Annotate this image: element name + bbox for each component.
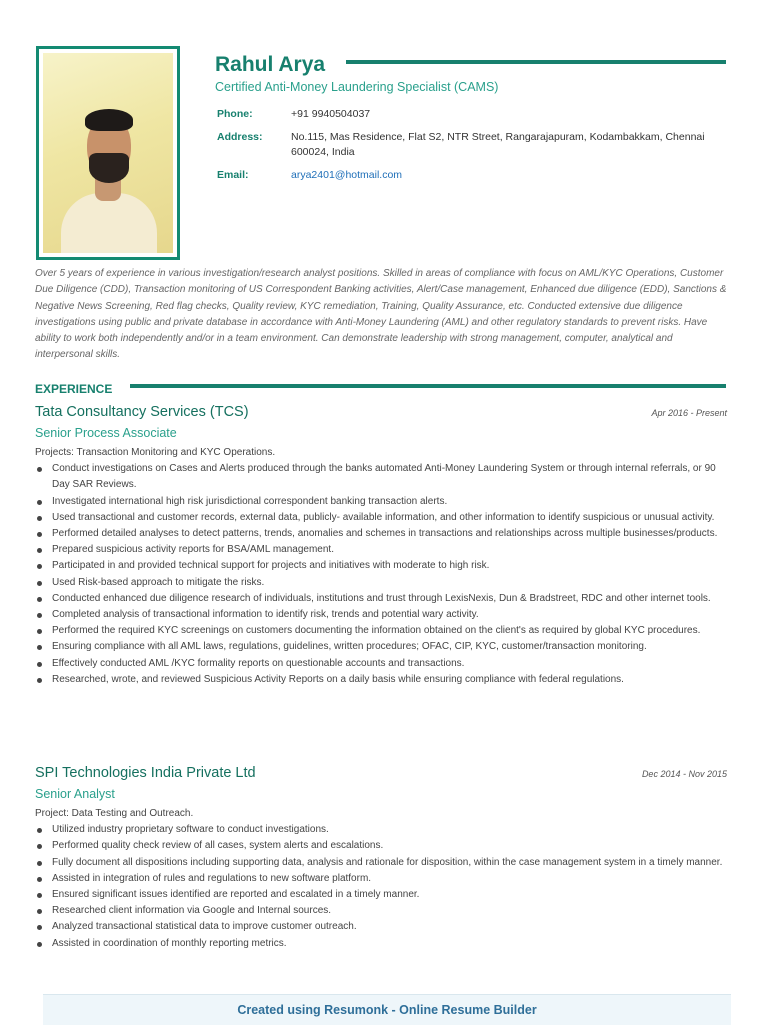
professional-summary: Over 5 years of experience in various investigation/research analyst positions. Skilled in areas of compliance with focus on AML/KYC Operations, Customer Due Diligence (CDD), Transaction monitoring of US Correspondent Banking activities, Alert/Case management, Enhanced due diligence (EDD), Sanctions & Negative News Screening, Red flag checks, Quality review, KYC remediation, Training, Quality Assurance, etc. Conducted extensive due diligence investigations using public and private database in accordance with Anti-Money Laundering (AML) and other regulatory standards to prevent risks. Have ability to work both independently and/or in a team environment. Can demonstrate leadership with strong management, computer, analytical and interpersonal skills. [35, 268, 727, 361]
job-entry [35, 402, 727, 688]
company-name: Tata Consultancy Services (TCS) [35, 404, 249, 420]
job-role: Senior Analyst [35, 787, 115, 801]
responsibility-item: Performed quality check review of all cases, system alerts and escalations. [35, 838, 727, 854]
job-responsibilities [35, 822, 727, 952]
responsibility-item: Investigated international high risk jurisdictional correspondent banking transaction alerts. [35, 494, 727, 510]
responsibility-item: Ensuring compliance with all AML laws, regulations, guidelines, written procedures; OFAC, CIP, KYC, customer/transaction monitoring. [35, 639, 727, 655]
responsibility-item: Participated in and provided technical support for projects and initiatives with moderate to high risk. [35, 558, 727, 574]
company-name: SPI Technologies India Private Ltd [35, 765, 256, 781]
job-entry [35, 763, 727, 952]
responsibility-item: Performed the required KYC screenings on customers documenting the information obtained on the client's as required by global KYC procedures. [35, 623, 727, 639]
responsibility-item: Researched client information via Google and Internal sources. [35, 903, 727, 919]
responsibility-item: Analyzed transactional statistical data to improve customer outreach. [35, 919, 727, 935]
email-link[interactable]: arya2401@hotmail.com [291, 169, 403, 181]
contact-email-row [217, 168, 727, 183]
responsibility-item: Assisted in coordination of monthly reporting metrics. [35, 936, 727, 952]
responsibility-item: Performed detailed analyses to detect patterns, trends, anomalies and schemes in transactions and relationships across multiple businesses/products. [35, 526, 727, 542]
responsibility-item: Used Risk-based approach to mitigate the risks. [35, 575, 727, 591]
contact-address-row [217, 130, 727, 160]
candidate-headline: Certified Anti-Money Laundering Specialist (CAMS) [215, 80, 499, 94]
job-dates: Apr 2016 - Present [651, 408, 727, 418]
contact-phone-row [217, 107, 727, 122]
responsibility-item: Completed analysis of transactional information to identify risk, trends and potential wary activity. [35, 607, 727, 623]
resume-builder-footer-link[interactable]: Created using Resumonk - Online Resume Builder [43, 994, 731, 1025]
job-role: Senior Process Associate [35, 426, 177, 440]
experience-divider [130, 384, 726, 388]
address-value: No.115, Mas Residence, Flat S2, NTR Street, Rangarajapuram, Kodambakkam, Chennai 600024, India [291, 131, 705, 158]
job-project: Project: Data Testing and Outreach. [35, 808, 194, 819]
profile-photo [43, 53, 173, 253]
name-divider [346, 60, 726, 64]
job-responsibilities [35, 461, 727, 688]
job-dates: Dec 2014 - Nov 2015 [641, 769, 727, 779]
contact-block [217, 107, 727, 191]
phone-value: +91 9940504037 [291, 108, 371, 120]
responsibility-item: Conducted enhanced due diligence research of individuals, institutions and trust through LexisNexis, Dun & Bradstreet, RDC and other internet tools. [35, 591, 727, 607]
address-label: Address: [217, 131, 263, 143]
candidate-name: Rahul Arya [215, 53, 326, 76]
responsibility-item: Fully document all dispositions including supporting data, analysis and rationale for disposition, within the case management system in a timely manner. [35, 855, 727, 871]
responsibility-item: Conduct investigations on Cases and Alerts produced through the banks automated Anti-Money Laundering System or through internal referrals, or 90 Day SAR Reviews. [35, 461, 727, 493]
phone-label: Phone: [217, 108, 253, 120]
responsibility-item: Assisted in integration of rules and regulations to new software platform. [35, 871, 727, 887]
responsibility-item: Ensured significant issues identified are reported and escalated in a timely manner. [35, 887, 727, 903]
profile-photo-frame [36, 46, 180, 260]
responsibility-item: Effectively conducted AML /KYC formality reports on questionable accounts and transactions. [35, 656, 727, 672]
responsibility-item: Prepared suspicious activity reports for BSA/AML management. [35, 542, 727, 558]
responsibility-item: Researched, wrote, and reviewed Suspicious Activity Reports on a daily basis while ensuring compliance with federal regulations. [35, 672, 727, 688]
job-project: Projects: Transaction Monitoring and KYC Operations. [35, 447, 276, 458]
experience-heading: EXPERIENCE [35, 382, 113, 396]
email-label: Email: [217, 169, 249, 181]
responsibility-item: Utilized industry proprietary software to conduct investigations. [35, 822, 727, 838]
responsibility-item: Used transactional and customer records, external data, publicly- available information, and other information to identify suspicious or unusual activity. [35, 510, 727, 526]
